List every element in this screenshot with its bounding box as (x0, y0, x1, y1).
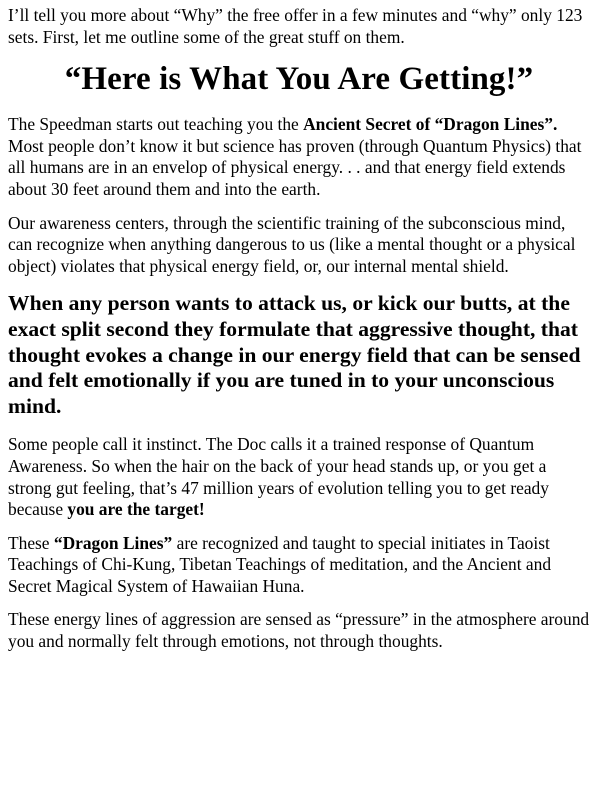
teachings-text-end: are recognized and taught to special initiates in Taoist Teachings of Chi-Kung, Tibetan Teachings of meditation, and the Ancient and Secret Magical System of Hawaiian Huna. (8, 532, 552, 596)
pressure-paragraph: These energy lines of aggression are sensed as “pressure” in the atmosphere around you and normally felt through emotions, not through thoughts. (8, 609, 590, 652)
dragon-lines-bold-phrase: Ancient Secret of “Dragon Lines”. (303, 114, 558, 135)
dragon-lines-text-start: The Speedman starts out teaching you the (8, 114, 304, 135)
teachings-text-start: These (8, 532, 54, 553)
teachings-paragraph (8, 533, 590, 598)
intro-paragraph: I’ll tell you more about “Why” the free offer in a few minutes and “why” only 123 sets. First, let me outline some of the great stuff on them. (8, 5, 583, 47)
instinct-text: Some people call it instinct. The Doc calls it a trained response of Quantum Awareness. So when the hair on the back of your head stands up, or you get a strong gut feeling, that’s 47 million years of evolution telling you to get ready because (8, 434, 549, 520)
dragon-lines-paragraph (8, 114, 590, 200)
dragon-lines-bold-term: “Dragon Lines” (53, 532, 173, 553)
instinct-paragraph (8, 434, 590, 520)
emphasis-paragraph: When any person wants to attack us, or kick our butts, at the exact split second they formulate that aggressive thought, that thought evokes a change in our energy field that can be sensed and felt emotionally if you are tuned in to your unconscious mind. (8, 291, 581, 418)
target-bold-phrase: you are the target! (67, 499, 205, 520)
awareness-paragraph: Our awareness centers, through the scientific training of the subconscious mind, can recognize when anything dangerous to us (like a mental thought or a physical object) violates that physical energy field, or, our internal mental shield. (8, 212, 576, 276)
dragon-lines-text-end: Most people don’t know it but science has proven (through Quantum Physics) that all humans are in an envelop of physical energy. . . and that energy field extends about 30 feet around them and into the earth. (8, 135, 582, 199)
section-heading: “Here is What You Are Getting!” (64, 61, 534, 98)
document-page (0, 5, 604, 653)
